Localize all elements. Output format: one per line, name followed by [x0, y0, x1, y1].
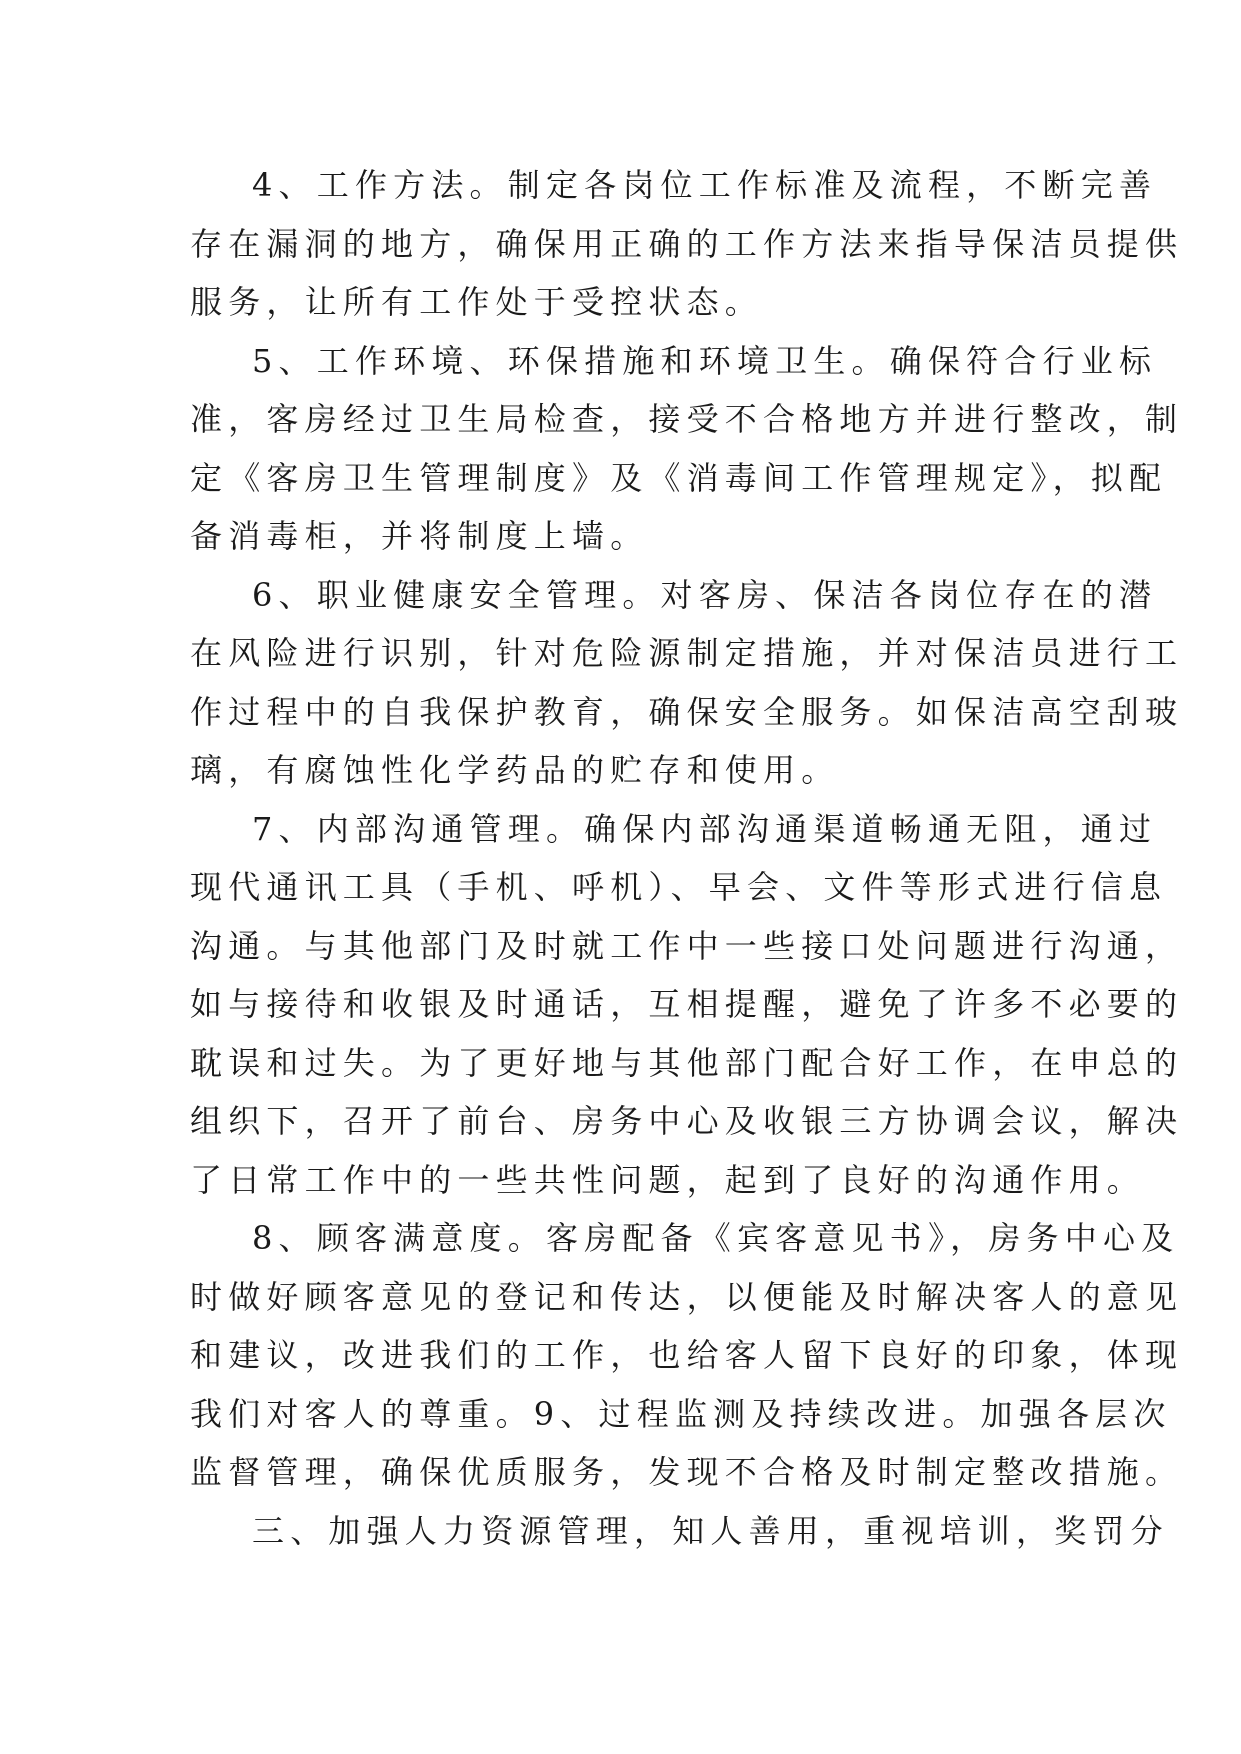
text-line: 在风险进行识别，针对危险源制定措施，并对保洁员进行工 [190, 634, 1184, 672]
text-line: 7、内部沟通管理。确保内部沟通渠道畅通无阻，通过 [252, 809, 1158, 848]
text-line: 监督管理，确保优质服务，发现不合格及时制定整改措施。 [190, 1453, 1184, 1491]
document-body [190, 156, 1184, 1560]
text-line: 8、顾客满意度。客房配备《宾客意见书》，房务中心及 [252, 1219, 1180, 1257]
text-line: 6、职业健康安全管理。对客房、保洁各岗位存在的潜 [252, 575, 1158, 614]
text-line: 定《客房卫生管理制度》及《消毒间工作管理规定》，拟配 [190, 458, 1168, 497]
paragraph-occupational-safety [190, 566, 1184, 800]
text-line: 现代通讯工具（手机、呼机）、早会、文件等形式进行信息 [190, 868, 1168, 906]
text-line: 准，客房经过卫生局检查，接受不合格地方并进行整改，制 [190, 400, 1184, 438]
text-line: 4、工作方法。制定各岗位工作标准及流程，不断完善 [252, 166, 1158, 204]
text-line: 沟通。与其他部门及时就工作中一些接口处问题进行沟通， [190, 926, 1184, 965]
text-line: 耽误和过失。为了更好地与其他部门配合好工作，在申总的 [190, 1043, 1184, 1082]
paragraph-work-environment [190, 332, 1184, 566]
paragraph-work-method [190, 156, 1184, 332]
paragraph-internal-communication [190, 800, 1184, 1210]
text-line: 了日常工作中的一些共性问题，起到了良好的沟通作用。 [190, 1160, 1146, 1199]
text-line: 组织下，召开了前台、房务中心及收银三方协调会议，解决 [190, 1102, 1184, 1140]
text-line: 5、工作环境、环保措施和环境卫生。确保符合行业标 [252, 341, 1158, 380]
text-line: 存在漏洞的地方，确保用正确的工作方法来指导保洁员提供 [190, 224, 1184, 263]
paragraph-human-resources [190, 1502, 1169, 1561]
text-line: 时做好顾客意见的登记和传达，以便能及时解决客人的意见 [190, 1277, 1184, 1316]
text-line: 和建议，改进我们的工作，也给客人留下良好的印象，体现 [190, 1336, 1184, 1374]
paragraph-customer-satisfaction [190, 1209, 1184, 1502]
text-line: 璃，有腐蚀性化学药品的贮存和使用。 [190, 751, 840, 789]
text-line: 作过程中的自我保护教育，确保安全服务。如保洁高空刮玻 [190, 692, 1184, 731]
text-line: 我们对客人的尊重。9、过程监测及持续改进。加强各层次 [190, 1394, 1172, 1433]
text-line: 如与接待和收银及时通话，互相提醒，避免了许多不必要的 [190, 985, 1184, 1023]
text-line: 备消毒柜，并将制度上墙。 [190, 517, 649, 555]
text-line: 三、加强人力资源管理，知人善用，重视培训，奖罚分 [252, 1511, 1169, 1550]
text-line: 服务，让所有工作处于受控状态。 [190, 283, 764, 321]
